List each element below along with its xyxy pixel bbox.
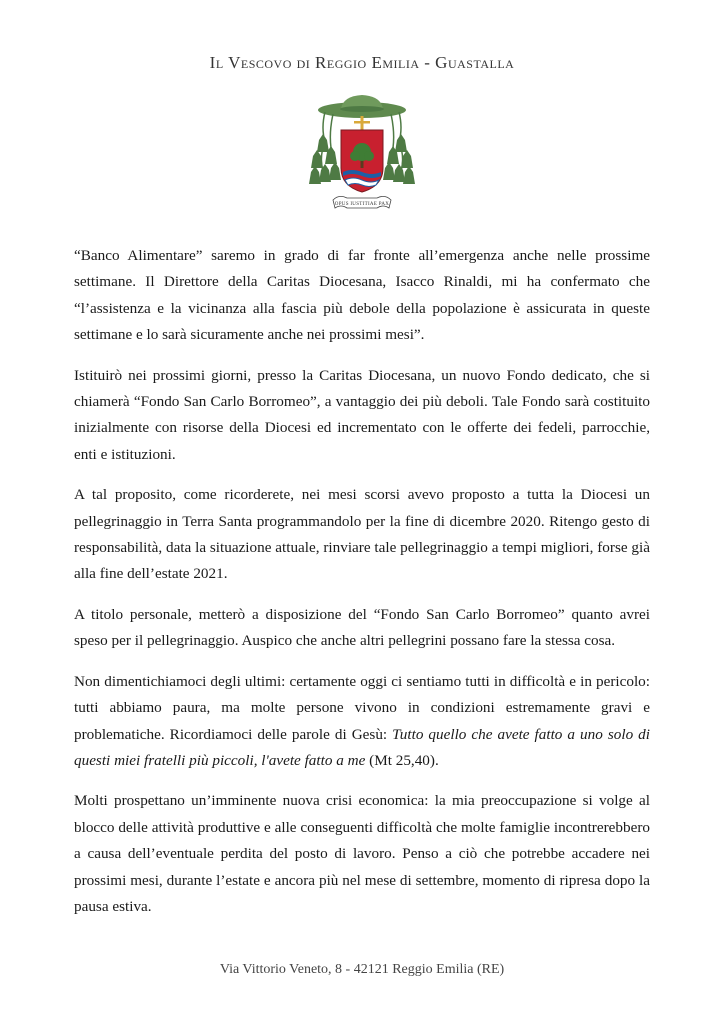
footer-address: Via Vittorio Veneto, 8 - 42121 Reggio Emilia (RE) — [219, 962, 505, 977]
paragraph-4: A titolo personale, metterò a disposizione del “Fondo San Carlo Borromeo” quanto avrei speso per il pellegrinaggio. Auspico che anche altri pellegrini possano fare la stessa cosa. — [74, 605, 650, 650]
letterhead-title: Il Vescovo di Reggio Emilia - Guastalla — [209, 53, 515, 72]
paragraph-3: A tal proposito, come ricorderete, nei mesi scorsi avevo proposto a tutta la Diocesi un pellegrinaggio in Terra Santa programmandolo per la fine di dicembre 2020. Ritengo gesto di responsabilità, data la situazione attuale, rinviare tale pellegrinaggio a tempi migliori, forse già alla fine dell’estate 2021. — [74, 486, 650, 583]
coat-of-arms-icon — [303, 90, 421, 220]
paragraph-6: Molti prospettano un’imminente nuova crisi economica: la mia preoccupazione si volge al blocco delle attività produttive e alle conseguenti difficoltà che molte famiglie incontrerebbero a causa dell’eventuale perdita del posto di lavoro. Penso a ciò che potrebbe accadere nei prossimi mesi, durante l’estate e ancora più nel mese di settembre, momento di ripresa dopo la pausa estiva. — [74, 792, 650, 915]
paragraph-5-lead: Non dimentichiamoci degli ultimi: certamente oggi ci sentiamo tutti in difficoltà e in pericolo: tutti abbiamo paura, ma molte persone vivono in condizioni estremamente gravi e problematiche. Ricordiamoci delle parole di Gesù: — [74, 672, 650, 743]
gospel-quote: Tutto quello che avete fatto a uno solo di questi miei fratelli più piccoli, l'avete fatto a me — [74, 725, 650, 769]
paragraph-1: “Banco Alimentare” saremo in grado di far fronte all’emergenza anche nelle prossime settimane. Il Direttore della Caritas Diocesana, Isacco Rinaldi, mi ha confermato che “l’assistenza e la vicinanza alla fascia più debole della popolazione è assicurata in queste settimane e lo sarà sicuramente anche nei prossimi mesi”. — [74, 247, 650, 344]
paragraph-5-reference: (Mt 25,40). — [365, 751, 439, 769]
crest-motto: OPUS IUSTITIAE PAX — [334, 202, 390, 207]
paragraph-5 — [74, 669, 650, 775]
paragraph-2: Istituirò nei prossimi giorni, presso la Caritas Diocesana, un nuovo Fondo dedicato, che si chiamerà “Fondo San Carlo Borromeo”, a vantaggio dei più deboli. Tale Fondo sarà costituito inizialmente con risorse della Diocesi ed incrementato con le offerte dei fedeli, parrocchie, enti e istituzioni. — [74, 366, 650, 463]
letter-body — [74, 243, 650, 934]
